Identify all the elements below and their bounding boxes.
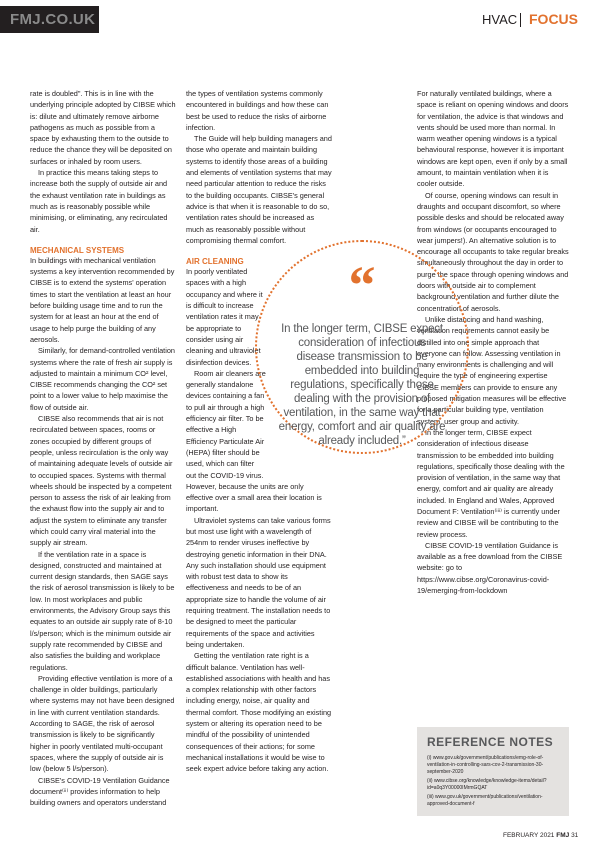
paragraph: CIBSE COVID-19 ventilation Guidance is available as a free download from the CIBSE website: go to https://www.cibse.org/Coronavirus-covid-19/emerging-from-lockdown [417,540,563,596]
paragraph: In practice this means taking steps to increase both the supply of outside air and the exhaust ventilation rate in buildings as much as is reasonably possible while minimising, or eliminating, any recirculated air. [30,168,168,234]
focus-label: FOCUS [529,11,578,27]
reference-link[interactable]: (ii) www.cibse.org/knowledge/knowledge-items/detail?id=a0q3Y00000IMrmGQAT [427,778,547,791]
footer-brand: FMJ [556,832,570,839]
section-label: HVAC [482,12,518,27]
section-heading-air-cleaning: AIR CLEANING [186,257,244,267]
section-divider [520,13,521,27]
paragraph: rate is doubled". This is in line with the underlying principle adopted by CIBSE which is: dilute and ultimately remove airborne pathogens as much as possible from a space by exhausting them to the outside to reduce the chance they will be deposited on surfaces or inhaled by room users. [30,89,176,166]
paragraph: In the longer term, CIBSE expect consideration of infectious disease transmission to be embedded into building regulations, specifically those dealing with the provision of ventilation, in the same way that energy, comfort and air quality are already included. In England and Wales, Approved Document F: Ventilation⁽ⁱⁱⁱ⁾ is currently under review and CIBSE will be contributing to the review process. [417,427,565,539]
paragraph: In buildings with mechanical ventilation systems a key intervention recommended by CIBSE is to extend the systems' operation times to start the ventilation at least an hour before building usage time and to run the system for at least an hour at the end of usage to help purge the building of any aerosols. [30,255,175,344]
paragraph: Ultraviolet systems can take various forms but most use light with a wavelength of 254nm to render viruses ineffective by destroying genetic information in their DNA. Any such installation should use equipment with robust test data to show its effectiveness and needs to be of an appropriate size to handle the volume of air requiring treatment. The installation needs to be designed to meet the particular requirements of the space and activities being undertaken. [186,515,331,649]
paragraph: Getting the ventilation rate right is a difficult balance. Ventilation has well-established associations with health and has a complex relationship with other factors including energy, noise, air quality and thermal comfort. Those modifying an existing system or altering its operation need to be mindful of the possibility of unintended consequences of their actions; for some mechanical installations it would be wise to seek expert advice before taking any action. [186,651,332,774]
page-number: 31 [571,832,579,839]
paragraph: Similarly, for demand-controlled ventilation systems where the rate of fresh air supply is adjusted to maintain a minimum CO² level, CIBSE recommends changing the CO² set point to a lower value to help maximise the flow of outside air. [30,346,175,412]
article-column-1 [30,88,176,808]
reference-notes-title: REFERENCE NOTES [427,735,554,749]
reference-notes-panel [417,727,569,816]
paragraph: In poorly ventilated spaces with a high occupancy and where it is difficult to increase ventilation rates it may be appropriate to consider using air cleaning and ultraviolet disinfection devices. [186,267,263,367]
reference-link[interactable]: (iii) www.gov.uk/government/publications/ventilation-approved-document-f [427,794,543,807]
paragraph: Of course, opening windows can result in draughts and occupant discomfort, so where possible desks and should be relocated away from windows (or occupants encouraged to wear jumpers!). An alternative solution is to encourage all occupants to take regular breaks simultaneously throughout the day in order to purge the space through opening windows and doors with outside air to complement background ventilation and further dilute the concentration of aerosols. [417,190,569,313]
paragraph: If the ventilation rate in a space is designed, constructed and maintained at current design standards, then SAGE says the risk of aerosol transmission is likely to be low. In most workplaces and public environments, the Advisory Group says this equates to an outside air supply rate of 8-10 l/s/person; which is the minimum outside air supply rate recommended by CIBSE and also satisfies the building and workplace regulations. [30,549,175,672]
paragraph: CIBSE's COVID-19 Ventilation Guidance document⁽ⁱⁱ⁾ provides information to help building owners and operators understand [30,775,170,808]
paragraph: Unlike distancing and hand washing, ventilation requirements cannot easily be distilled into one simple approach that everyone can follow. Assessing ventilation in many environments is challenging and will require the type of engineering expertise CIBSE members can provide to ensure any proposed mitigation measures will be effective for a particular building type, ventilation system, user group and activity. [417,314,567,426]
paragraph: For naturally ventilated buildings, where a space is reliant on opening windows and doors for ventilation, the advice is that windows and vents should be used more than normal. In warm weather opening windows is a typical behavioural response, however it is important windows are kept open, even if only by a small amount, to maintain ventilation when it is cooler outside. [417,89,569,189]
reference-link[interactable]: (i) www.gov.uk/government/publications/emg-role-of-ventilation-in-controlling-sars-cov-2-transmission-30-september-2020 [427,755,544,775]
site-logo-text: FMJ.CO.UK [10,11,96,28]
paragraph: the types of ventilation systems commonly encountered in buildings and how these can best be used to reduce the risks of airborne infection. [186,89,329,132]
site-logo[interactable] [0,6,99,33]
pull-quote: In the longer term, CIBSE expect consideration of infectious disease transmission to be embedded into building regulations, specifically those dealing with the provision of ventilation, in the same way that energy, comfort and air quality are already included.” [278,323,446,447]
section-heading-mechanical: MECHANICAL SYSTEMS [30,245,125,255]
paragraph: Room air cleaners are generally standalone devices containing a fan to pull air through a high efficiency air filter. To be effective a High Efficiency Particulate Air (HEPA) filter should be used, which can filter out the COVID-19 virus. However, because the units are only effective over a small area their location is important. [186,368,322,514]
paragraph: The Guide will help building managers and those who operate and maintain building systems to identify those areas of a building and elements of ventilation systems that may need particular attention to reduce the risks to the building occupants. CIBSE's general advice is that when it is reasonable to do so, ventilation rates should be increased as much as reasonably possible without compromising thermal comfort. [186,134,332,245]
masthead [0,0,598,38]
reference-list [427,755,563,810]
paragraph: CIBSE also recommends that air is not recirculated between spaces, rooms or zones occupied by different groups of people, unless recirculation is the only way of maintaining adequate levels of outside air to occupied spaces. Systems with thermal wheels should be inspected by a competent person to assess the risk of air leaking from the exhaust flow into the supply air and to adjust the system to eliminate any transfer which could carry viral material into the supply air stream. [30,414,173,548]
page-footer [503,832,578,839]
paragraph: Providing effective ventilation is more of a challenge in older buildings, particularly where systems may not have been designed in line with current ventilation standards. According to SAGE, the risk of aerosol transmission is likely to be significantly higher in poorly ventilated multi-occupant spaces, where the supply of outside air is low (below 5 l/s/person). [30,673,175,774]
quote-mark-icon: “ [348,255,376,315]
issue-date: FEBRUARY 2021 [503,832,555,839]
